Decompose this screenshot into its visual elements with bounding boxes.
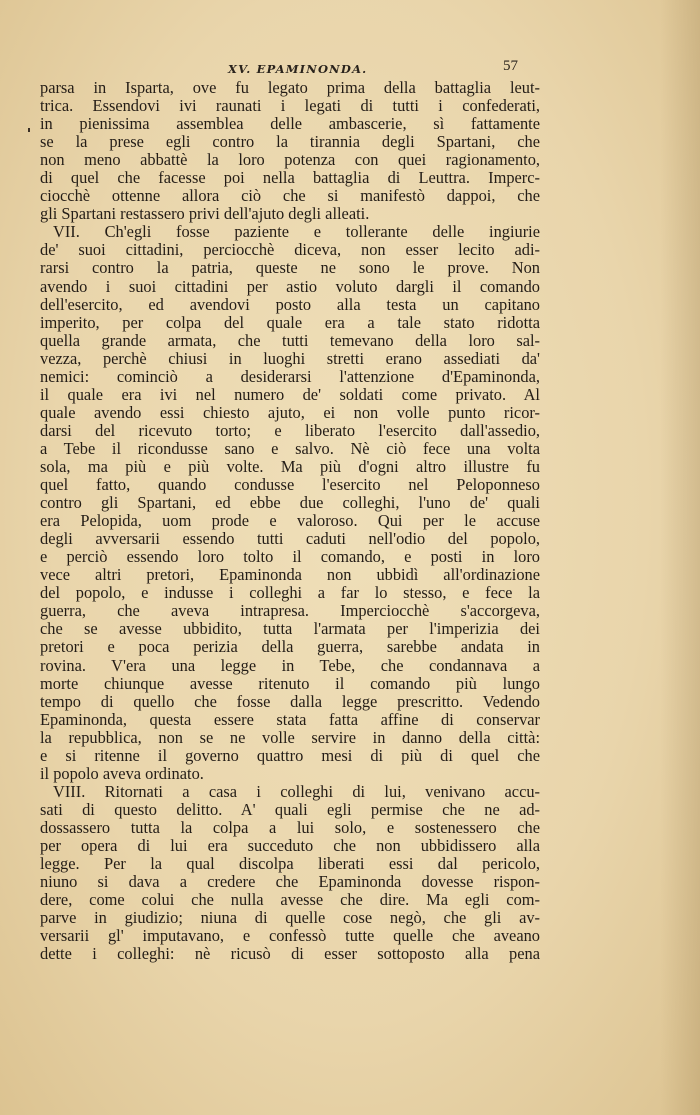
text-line: vezza, perchè chiusi in luoghi stretti erano assediati da'	[40, 348, 540, 368]
text-line: il popolo aveva ordinato.	[40, 763, 204, 783]
text-line: di quel che facesse poi nella battaglia di Leuttra. Imperc-	[40, 168, 540, 188]
text-line: quale avendo essi chiesto ajuto, ei non volle punto ricor-	[40, 402, 540, 422]
margin-mark	[28, 128, 30, 132]
paragraph-start-line: VIII. Ritornati a casa i colleghi di lui, venivano accu-	[53, 781, 540, 801]
text-line: versarii gl' imputavano, e confessò tutte quelle che aveano	[40, 926, 540, 946]
page-header	[0, 58, 700, 80]
text-line: de' suoi cittadini, perciocchè diceva, non esser lecito adi-	[40, 240, 540, 260]
text-line: imperito, per colpa del quale era a tale stato ridotta	[40, 312, 540, 332]
text-line: era Pelopida, uom prode e valoroso. Qui per le accuse	[40, 511, 540, 531]
text-line: dell'esercito, ed avendovi posto alla testa un capitano	[40, 294, 540, 314]
text-line: darsi del ricevuto torto; e liberato l'esercito dall'assedio,	[40, 420, 540, 440]
text-line: guerra, che aveva intrapresa. Imperciocchè s'accorgeva,	[40, 601, 540, 621]
text-line: contro gli Spartani, ed ebbe due colleghi, l'uno de' quali	[40, 493, 540, 513]
text-line: Epaminonda, questa essere stata fatta affine di conservar	[40, 709, 540, 729]
text-line: e perciò essendo loro tolto il comando, e posti in loro	[40, 547, 540, 567]
body-text	[40, 79, 540, 963]
text-line: parve in giudizio; niuna di quelle cose negò, che gli av-	[40, 908, 540, 928]
page-number: 57	[503, 58, 518, 74]
text-line: per opera di lui era succeduto che non ubbidissero alla	[40, 835, 540, 855]
text-line: degli avversarii essendo tutti caduti nell'odio del popolo,	[40, 529, 540, 549]
text-line: nemici: cominciò a desiderarsi l'attenzione d'Epaminonda,	[40, 366, 540, 386]
text-line: legge. Per la qual discolpa liberati essi dal pericolo,	[40, 854, 540, 874]
text-line: trica. Essendovi ivi raunati i legati di tutti i confederati,	[40, 96, 540, 116]
text-line: tempo di quello che fosse dalla legge prescritto. Vedendo	[40, 691, 540, 711]
running-title: XV. EPAMINONDA.	[228, 62, 368, 76]
text-line: sati di questo delitto. A' quali egli permise che ne ad-	[40, 799, 540, 819]
page-edge-shadow	[660, 0, 700, 1115]
text-line: che se avesse ubbidito, tutta l'armata per l'imperizia dei	[40, 619, 540, 639]
text-line: rovina. V'era una legge in Tebe, che condannava a	[40, 655, 540, 675]
text-line: pretori e poca perizia della guerra, sarebbe andata in	[40, 637, 540, 657]
text-line: del popolo, e indusse i colleghi a far lo stesso, e fece la	[40, 583, 540, 603]
text-line: ciocchè ottenne allora ciò che si manifestò dappoi, che	[40, 186, 540, 206]
text-line: quel fatto, quando condusse l'esercito nel Peloponneso	[40, 475, 540, 495]
paragraph-start-line: VII. Ch'egli fosse paziente e tollerante delle ingiurie	[53, 222, 540, 242]
text-line: gli Spartani restassero privi dell'ajuto degli alleati.	[40, 204, 370, 224]
text-line: sola, ma più e più volte. Ma più d'ogni altro illustre fu	[40, 456, 540, 476]
text-line: a Tebe il ricondusse sano e salvo. Nè ciò fece una volta	[40, 438, 540, 458]
text-line: dere, come colui che nulla avesse che dire. Ma egli com-	[40, 890, 540, 910]
text-line: il quale era ivi nel numero de' soldati come privato. Al	[40, 384, 540, 404]
text-line: vece altri pretori, Epaminonda non ubbidì all'ordinazione	[40, 565, 540, 585]
text-line: non meno abbattè la loro potenza con quei ragionamento,	[40, 150, 540, 170]
text-line: rarsi contro la patria, queste ne sono le prove. Non	[40, 258, 540, 278]
text-line: se la prese egli contro la tirannia degli Spartani, che	[40, 132, 540, 152]
text-line: morte chiunque avesse ritenuto il comando più lungo	[40, 673, 540, 693]
text-line: la repubblica, non se ne volle servire in danno della città:	[40, 727, 540, 747]
text-line: quella grande armata, che tutti temevano della loro sal-	[40, 330, 540, 350]
text-line: niuno si dava a credere che Epaminonda dovesse rispon-	[40, 872, 540, 892]
text-line: in pienissima assemblea delle ambascerie, sì fattamente	[40, 114, 540, 134]
text-line: parsa in Isparta, ove fu legato prima della battaglia leut-	[40, 78, 540, 97]
text-line: dossassero tutta la colpa a lui solo, e sostenessero che	[40, 817, 540, 837]
text-line: dette i colleghi: nè ricusò di esser sottoposto alla pena	[40, 944, 540, 964]
text-line: avendo i suoi cittadini per astio voluto dargli il comando	[40, 276, 540, 296]
text-line: e si ritenne il governo quattro mesi di più di quel che	[40, 745, 540, 765]
